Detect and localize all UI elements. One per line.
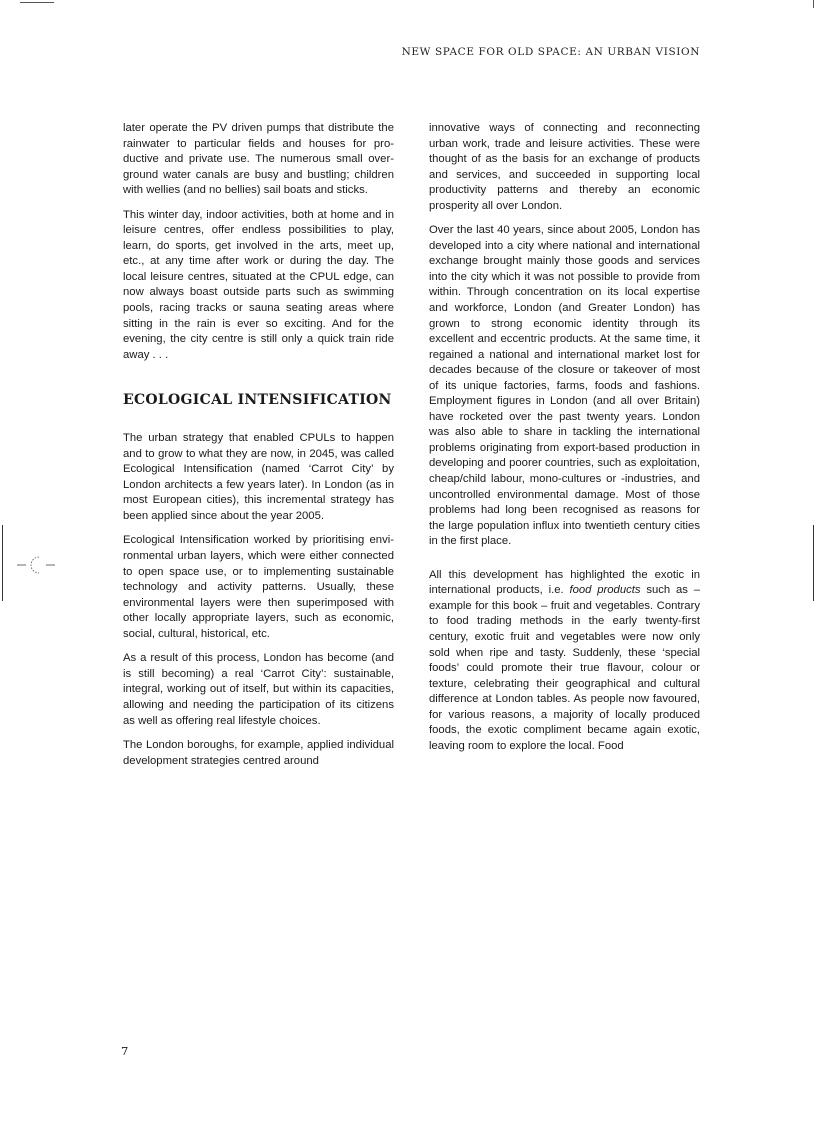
crop-mark-top bbox=[20, 2, 54, 3]
paragraph: The urban strategy that enabled CPULs to happen and to grow to what they are now, in 2045, was called Ecological Intensification (named ‘Carrot City’ by London architects a few years later). In London (as in most European cities), this incremental strategy has been applied since about the year 2005. bbox=[123, 432, 394, 522]
running-header: NEW SPACE FOR OLD SPACE: AN URBAN VISION bbox=[401, 46, 700, 58]
crop-mark-corner bbox=[813, 0, 814, 8]
paragraph-text: such as – example for this book – fruit and vegetables. Contrary to food trading methods in the early twenty-first century, exotic fruit and vegetables were now only sold when ripe and tasty. Suddenly, these ‘special foods’ could promote their true flavour, colour or texture, celebrating their geographical and cultural difference at London tables. As people now favoured, for various reasons, a majority of locally produced foods, the exotic compliment became again exotic, leaving room to explore the local. Food bbox=[429, 584, 700, 752]
crop-mark-left bbox=[2, 525, 3, 601]
left-column bbox=[123, 121, 394, 778]
paragraph-text: All this development has highlighted the exotic in international products, i.e. bbox=[429, 568, 700, 597]
paragraph: later operate the PV driven pumps that distribute the rainwater to particular fields and houses for productive and private use. The numerous small overground water canals are busy and bustling; children with wellies (and no bellies) sail boats and sticks. bbox=[123, 122, 394, 197]
emphasis-text: food products bbox=[569, 584, 641, 597]
registration-mark-icon bbox=[17, 553, 55, 577]
paragraph: Ecological Intensification worked by prioritising environmental urban layers, which were either connected to open space use, or to implementing sustainable technology and activity patterns. Usually, these environmental layers were then superimposed with other locally appropriate layers, such as economic, social, cultural, historical, etc. bbox=[123, 534, 394, 640]
section-heading: ECOLOGICAL INTENSIFICATION bbox=[123, 392, 392, 409]
paragraph bbox=[429, 568, 700, 755]
page-number: 7 bbox=[121, 1044, 129, 1058]
paragraph: As a result of this process, London has become (and is still becoming) a real ‘Carrot City’: sustainable, integral, working out of itself, but within its capacities, allowing and needing the participation of its citizens as well as offering real lifestyle choices. bbox=[123, 652, 394, 727]
paragraph: Over the last 40 years, since about 2005, London has developed into a city where national and international exchange brought mainly those goods and services into the city which it was not possible to provide from within. Through concentration on its local expertise and workforce, London (and Greater London) has grown to strong economic identity through its excellent and eccentric products. At the same time, it regained a national and international market lost for decades because of the closure or takeover of most of its unique factories, farms, foods and fashions. Employment figures in London (and all over Britain) have rocketed over the past twenty years. London was also able to share in tackling the international problems originating from export-based production in developing and poorer countries, such as exploitation, cheap/child labour, mono-cultures or -industries, and uncontrolled environmental damage. Most of those problems had long been recognised as reasons for the large population influx into twentieth century cities in the first place. bbox=[429, 224, 700, 548]
right-column bbox=[429, 121, 700, 763]
paragraph: The London boroughs, for example, applied individual development strategies centred around bbox=[123, 739, 394, 767]
paragraph: innovative ways of connecting and reconnecting urban work, trade and leisure activities. These were thought of as the basis for an exchange of products and services, and succeeded in supporting local productivity patterns and thereby an economic prosperity all over London. bbox=[429, 122, 700, 212]
crop-mark-right bbox=[813, 525, 814, 601]
paragraph: This winter day, indoor activities, both at home and in leisure centres, offer endless possibilities to play, learn, do sports, get involved in the arts, meet up, etc., at any time after work or during the day. The local leisure centres, situated at the CPUL edge, can now always boast outside parts such as swimming pools, racing tracks or sauna seating areas where sitting in the rain is ever so exciting. And for the evening, the city centre is still only a quick train ride away . . . bbox=[123, 208, 394, 361]
